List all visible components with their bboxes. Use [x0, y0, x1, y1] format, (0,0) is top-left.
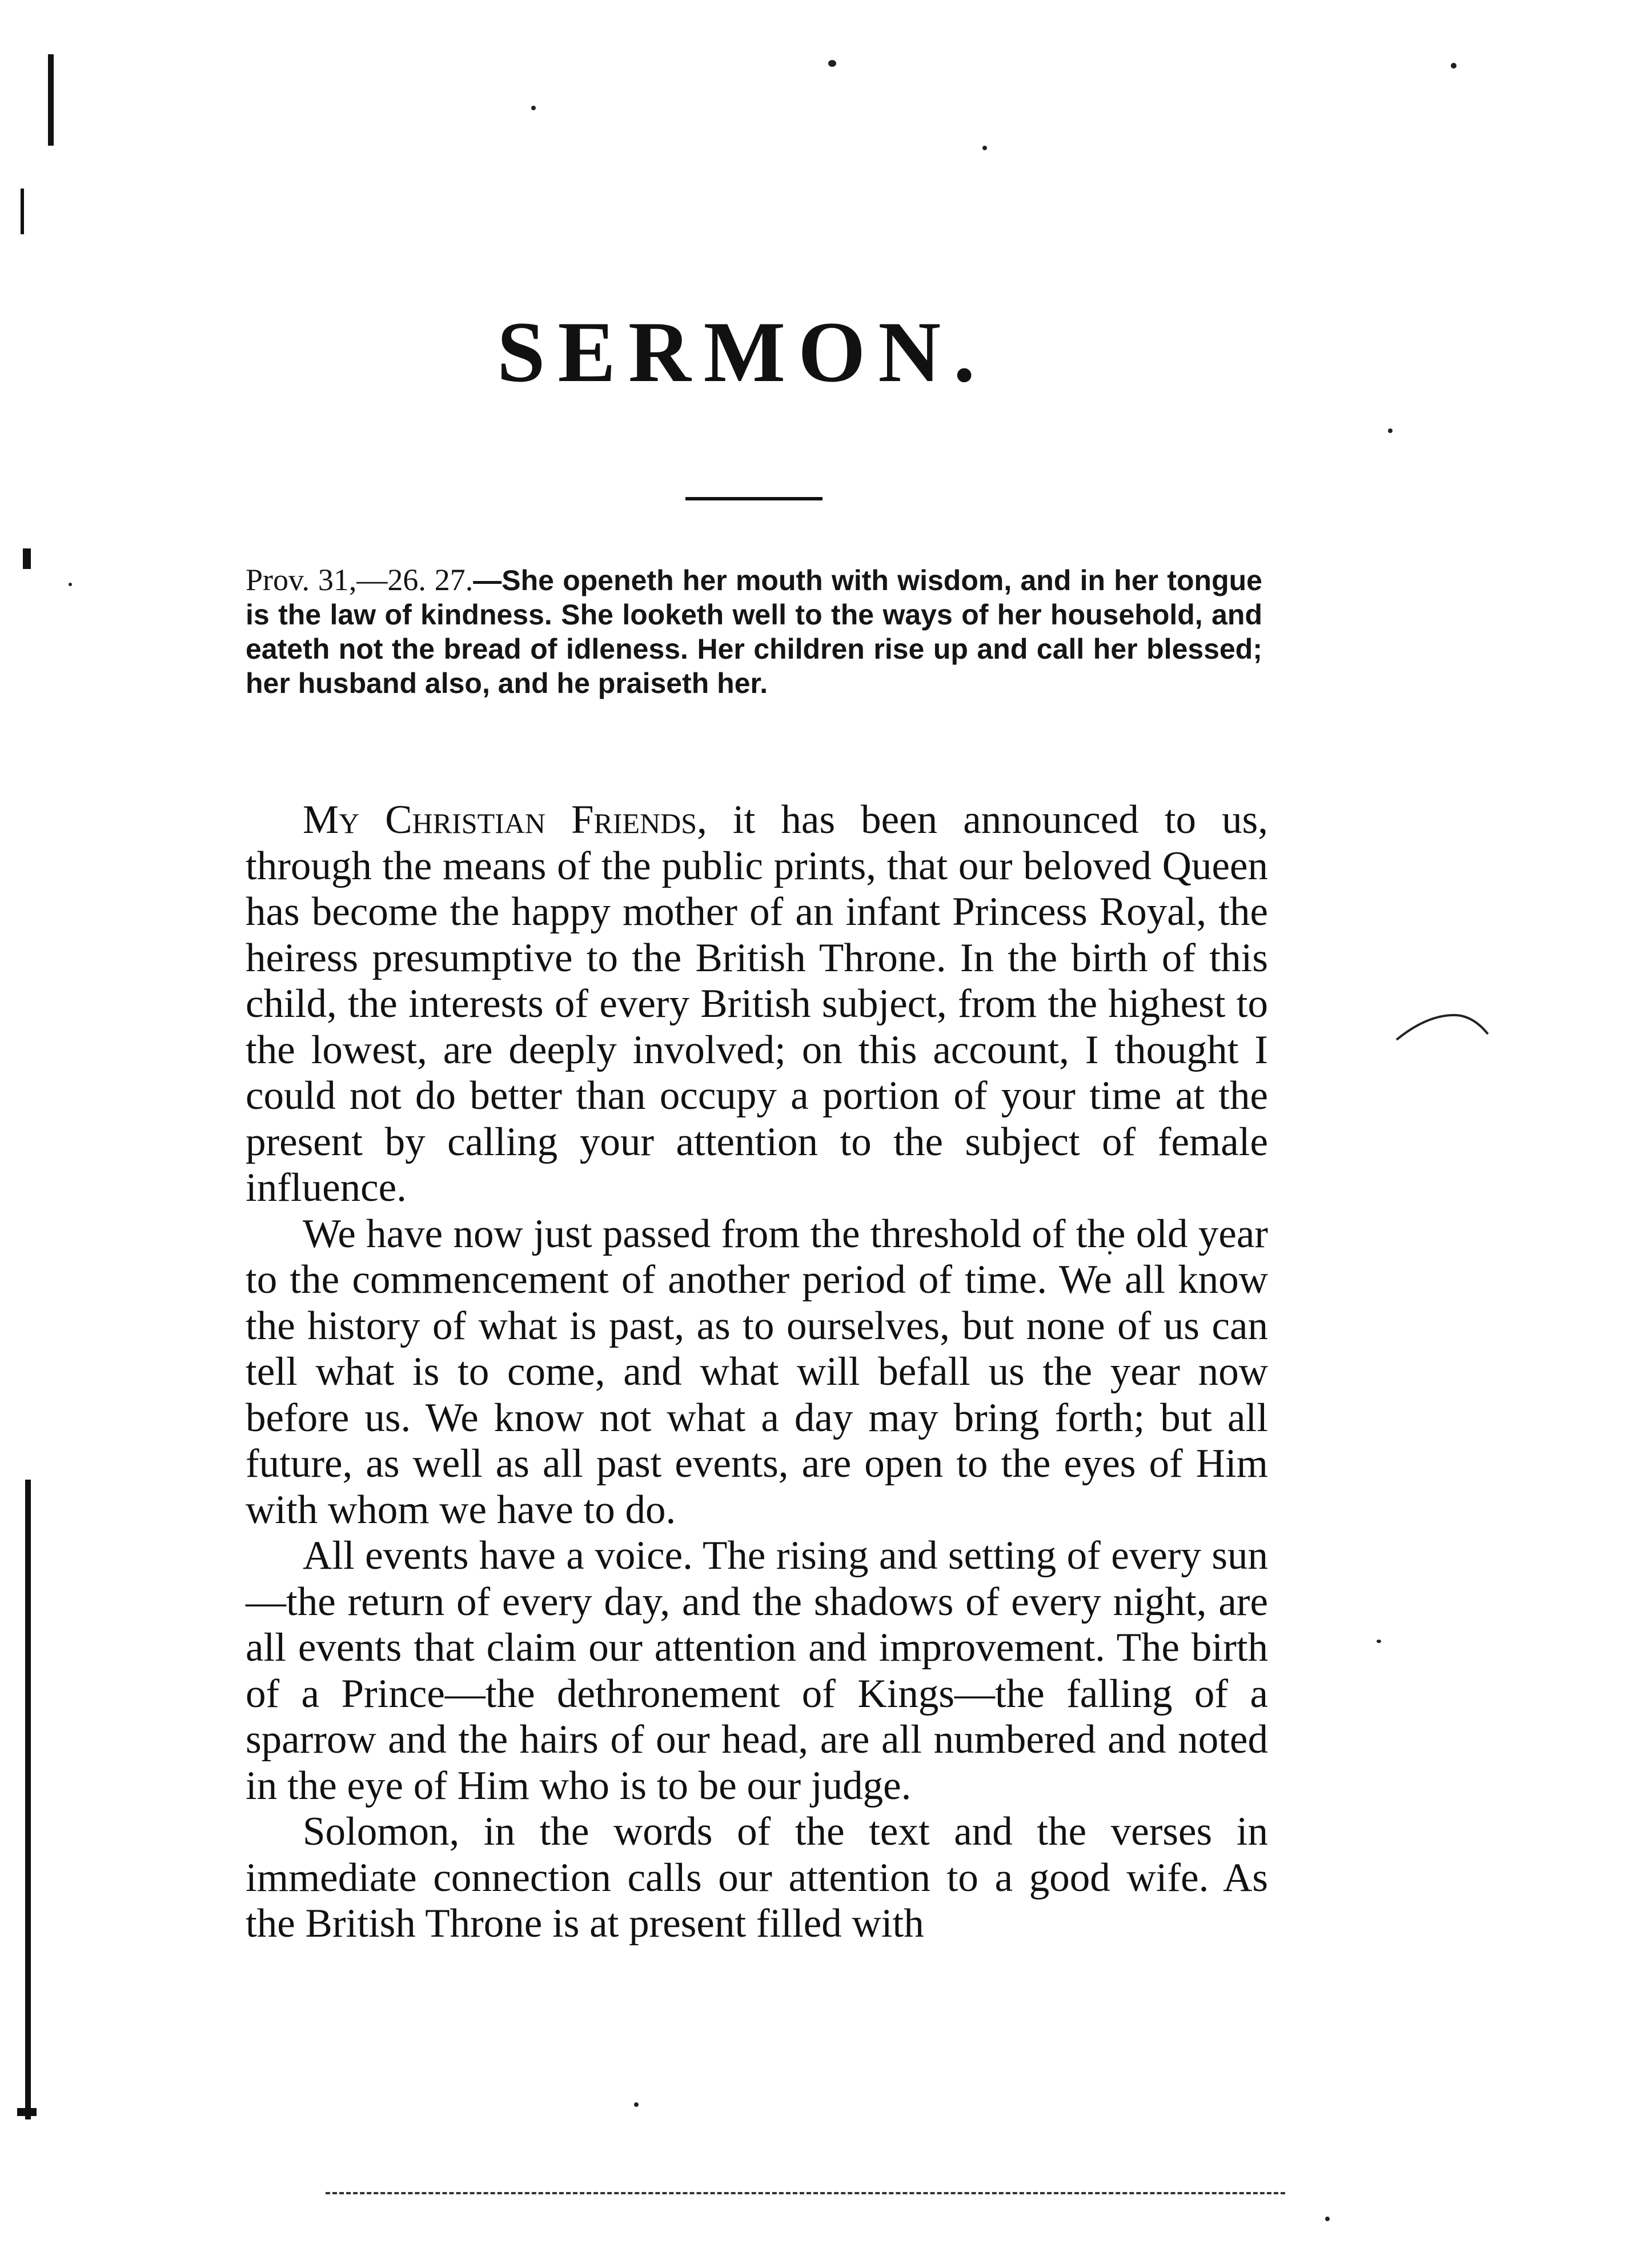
scan-speck — [69, 583, 72, 586]
scan-speck — [634, 2102, 639, 2107]
title-rule — [685, 497, 822, 500]
scan-edge-mark — [17, 2108, 37, 2116]
scripture-epigraph — [246, 563, 1262, 700]
scan-speck — [1325, 2217, 1330, 2221]
scan-edge-mark — [48, 54, 54, 146]
scan-speck — [1377, 1640, 1381, 1643]
paragraph: Solomon, in the words of the text and the verses in immediate connection calls our attention to a good wife. As the British Throne is at present filled with — [246, 1809, 1268, 1946]
paragraph: We have now just passed from the threshold of the old year to the commencement of another period of time. We all know the history of what is past, as to ourselves, but none of us can tell what is to come, and what will befall us the year now before us. We know not what a day may bring forth; but all future, as well as all past events, are open to the eyes of Him with whom we have to do. — [246, 1211, 1268, 1532]
paragraph: All events have a voice. The rising and setting of every sun—the return of every day, and the shadows of every night, are all events that claim our attention and improvement. The birth of a Prince—the dethronement of Kings—the falling of a sparrow and the hairs of our head, are all numbered and noted in the eye of Him who is to be our judge. — [246, 1533, 1268, 1808]
scan-speck — [982, 146, 987, 150]
scripture-text: —She openeth her mouth with wisdom, and in her tongue is the law of kindness. She looketh well to the ways of her household, and eateth not the bread of idleness. Her children rise up and call her blessed; her husband also, and he praiseth her. — [246, 564, 1262, 699]
stray-mark — [1394, 1008, 1491, 1048]
scan-speck — [828, 60, 836, 67]
paragraph — [246, 797, 1268, 1211]
scan-speck — [531, 106, 536, 110]
salutation: My Christian Friends, — [303, 798, 707, 842]
footer-rule — [326, 2192, 1285, 2194]
scan-edge-mark — [23, 548, 31, 569]
paragraph-text: it has been announced to us, through the means of the public prints, that our beloved Queen has become the happy mother of an infant Princess Royal, the heiress presumptive to the British Throne. In the birth of this child, the interests of every British subject, from the highest to the lowest, are deeply involved; on this account, I thought I could not do better than occupy a portion of your time at the present by calling your attention to the subject of female influence. — [246, 798, 1268, 1210]
page-title: SERMON. — [497, 304, 988, 400]
sermon-body — [246, 797, 1268, 1947]
scan-edge-mark — [25, 1480, 31, 2119]
scan-speck — [1451, 63, 1457, 69]
scan-edge-mark — [21, 189, 24, 234]
scripture-reference: Prov. 31,—26. 27. — [246, 563, 474, 597]
scan-speck — [1388, 428, 1393, 433]
